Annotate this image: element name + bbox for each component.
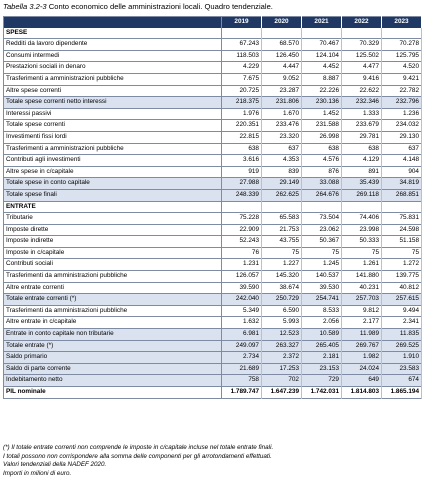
value-cell: 839 [262,166,302,178]
value-cell: 674 [382,375,422,387]
value-cell: 6.981 [222,329,262,341]
value-cell: 23.998 [342,224,382,236]
value-cell: 75.831 [382,213,422,225]
value-cell: 231.806 [262,97,302,109]
value-cell [342,28,382,39]
value-cell: 34.819 [382,178,422,190]
value-cell: 75 [302,247,342,259]
value-cell: 68.570 [262,39,302,51]
value-cell: 9.416 [342,73,382,85]
value-cell: 269.767 [342,340,382,352]
value-cell: 232.346 [342,97,382,109]
row-label: SPESE [4,28,222,39]
value-cell: 22.622 [342,85,382,97]
value-cell: 39.590 [222,282,262,294]
year-header: 2022 [342,17,382,28]
value-cell: 22.909 [222,224,262,236]
row-label: Imposte dirette [4,224,222,236]
value-cell: 51.158 [382,236,422,248]
value-cell [262,28,302,39]
value-cell: 125.795 [382,50,422,62]
value-cell: 8.887 [302,73,342,85]
value-cell: 4.229 [222,62,262,74]
value-cell [302,28,342,39]
value-cell: 11.989 [342,329,382,341]
row-label: Interessi passivi [4,108,222,120]
value-cell: 242.040 [222,294,262,306]
row-label: Totale entrate correnti (*) [4,294,222,306]
value-cell: 1.814.803 [342,387,382,399]
value-cell [382,201,422,213]
value-cell: 9.052 [262,73,302,85]
table-row [4,143,422,155]
table-row [4,166,422,178]
row-label: Indebitamento netto [4,375,222,387]
value-cell: 4.576 [302,155,342,167]
table-row [4,363,422,375]
row-label: Totale spese finali [4,189,222,201]
value-cell: 24.024 [342,363,382,375]
year-header: 2023 [382,17,422,28]
value-cell: 43.755 [262,236,302,248]
row-label: Saldo di parte corrente [4,363,222,375]
value-cell: 269.118 [342,189,382,201]
value-cell: 919 [222,166,262,178]
value-cell: 29.149 [262,178,302,190]
value-cell: 268.851 [382,189,422,201]
value-cell: 2.177 [342,317,382,329]
value-cell: 8.533 [302,305,342,317]
value-cell: 638 [342,143,382,155]
value-cell [342,201,382,213]
value-cell: 70.329 [342,39,382,51]
value-cell: 876 [302,166,342,178]
note-line: I totali possono non corrispondere alla somma delle componenti per gli arrotondamenti effettuati. [3,452,272,460]
table-row [4,236,422,248]
year-header: 2019 [222,17,262,28]
value-cell [302,201,342,213]
value-cell: 265.405 [302,340,342,352]
value-cell: 2.056 [302,317,342,329]
value-cell: 4.148 [382,155,422,167]
table-row [4,329,422,341]
value-cell: 29.130 [382,131,422,143]
value-cell: 220.351 [222,120,262,132]
value-cell: 649 [342,375,382,387]
year-header: 2021 [302,17,342,28]
value-cell: 75 [262,247,302,259]
value-cell: 27.988 [222,178,262,190]
row-label: Prestazioni sociali in denaro [4,62,222,74]
header-row [4,17,422,28]
table-row [4,387,422,399]
value-cell: 40.812 [382,282,422,294]
value-cell: 254.741 [302,294,342,306]
value-cell: 9.812 [342,305,382,317]
value-cell: 1.227 [262,259,302,271]
value-cell: 23.287 [262,85,302,97]
row-label: Tributarie [4,213,222,225]
note-line: (*) Il totale entrate correnti non comprende le imposte in c/capitale incluse nel totale entrate finali. [3,444,274,451]
value-cell: 1.231 [222,259,262,271]
value-cell: 3.616 [222,155,262,167]
table-row [4,294,422,306]
value-cell: 2.341 [382,317,422,329]
value-cell: 250.729 [262,294,302,306]
value-cell: 891 [342,166,382,178]
row-label: Imposte in c/capitale [4,247,222,259]
table-row [4,317,422,329]
table-row [4,375,422,387]
value-cell: 141.880 [342,271,382,283]
row-label: Trasferimenti da amministrazioni pubbliche [4,305,222,317]
value-cell: 6.590 [262,305,302,317]
value-cell: 2.372 [262,352,302,364]
row-label: PIL nominale [4,387,222,399]
value-cell [222,201,262,213]
value-cell: 10.589 [302,329,342,341]
value-cell: 702 [262,375,302,387]
value-cell: 50.367 [302,236,342,248]
table-row [4,213,422,225]
value-cell [382,28,422,39]
value-cell: 1.670 [262,108,302,120]
value-cell: 638 [222,143,262,155]
value-cell: 1.236 [382,108,422,120]
value-cell: 904 [382,166,422,178]
table-row [4,247,422,259]
table-row [4,178,422,190]
note-line: Valori tendenziali della NADEF 2020. [3,461,107,469]
value-cell: 39.530 [302,282,342,294]
table-title: Conto economico delle amministrazioni locali. Quadro tendenziale. [48,2,273,11]
value-cell: 9.494 [382,305,422,317]
value-cell: 1.789.747 [222,387,262,399]
value-cell: 1.261 [342,259,382,271]
value-cell: 22.815 [222,131,262,143]
value-cell: 729 [302,375,342,387]
value-cell: 1.647.239 [262,387,302,399]
value-cell: 40.231 [342,282,382,294]
value-cell: 4.129 [342,155,382,167]
row-label: Trasferimenti a amministrazioni pubbliche [4,73,222,85]
table-row [4,39,422,51]
row-label: Totale entrate (*) [4,340,222,352]
value-cell: 17.253 [262,363,302,375]
value-cell: 230.136 [302,97,342,109]
value-cell: 29.781 [342,131,382,143]
row-label: Saldo primario [4,352,222,364]
table-row [4,259,422,271]
row-label: Entrate in conto capitale non tributarie [4,329,222,341]
value-cell: 126.450 [262,50,302,62]
value-cell: 22.226 [302,85,342,97]
value-cell: 1.632 [222,317,262,329]
value-cell: 67.243 [222,39,262,51]
value-cell: 4.477 [342,62,382,74]
table-row [4,340,422,352]
value-cell: 2.181 [302,352,342,364]
table-row [4,305,422,317]
table-row [4,97,422,109]
row-label: Totale spese in conto capitale [4,178,222,190]
value-cell: 232.796 [382,97,422,109]
value-cell: 1.865.194 [382,387,422,399]
value-cell: 233.679 [342,120,382,132]
table-row [4,155,422,167]
value-cell: 24.598 [382,224,422,236]
table-row [4,282,422,294]
value-cell: 33.088 [302,178,342,190]
value-cell: 125.502 [342,50,382,62]
row-label: Contributi agli investimenti [4,155,222,167]
value-cell: 23.062 [302,224,342,236]
value-cell: 11.835 [382,329,422,341]
value-cell: 145.320 [262,271,302,283]
value-cell [262,201,302,213]
table-caption [3,2,273,11]
row-label: Trasferimenti da amministrazioni pubbliche [4,271,222,283]
table-row [4,189,422,201]
table-row [4,271,422,283]
value-cell: 73.504 [302,213,342,225]
value-cell: 1.976 [222,108,262,120]
row-label: ENTRATE [4,201,222,213]
value-cell: 637 [382,143,422,155]
value-cell [222,28,262,39]
row-label: Consumi intermedi [4,50,222,62]
value-cell: 7.675 [222,73,262,85]
value-cell: 65.583 [262,213,302,225]
value-cell: 12.523 [262,329,302,341]
row-label: Imposte indirette [4,236,222,248]
value-cell: 139.775 [382,271,422,283]
value-cell: 75 [382,247,422,259]
value-cell: 74.406 [342,213,382,225]
table-row [4,352,422,364]
value-cell: 26.998 [302,131,342,143]
value-cell: 234.032 [382,120,422,132]
value-cell: 5.349 [222,305,262,317]
value-cell: 233.476 [262,120,302,132]
value-cell: 23.153 [302,363,342,375]
value-cell: 1.245 [302,259,342,271]
row-label: Trasferimenti a amministrazioni pubbliche [4,143,222,155]
header-label-cell [4,17,222,28]
value-cell: 70.467 [302,39,342,51]
value-cell: 140.537 [302,271,342,283]
table-number: Tabella 3.2-3 [3,2,47,11]
value-cell: 4.520 [382,62,422,74]
value-cell: 21.689 [222,363,262,375]
section-header-row [4,201,422,213]
value-cell: 262.625 [262,189,302,201]
value-cell: 249.097 [222,340,262,352]
row-label: Redditi da lavoro dipendente [4,39,222,51]
value-cell: 264.676 [302,189,342,201]
value-cell: 124.104 [302,50,342,62]
value-cell: 21.753 [262,224,302,236]
value-cell: 1.982 [342,352,382,364]
table-row [4,224,422,236]
year-header: 2020 [262,17,302,28]
value-cell: 638 [302,143,342,155]
row-label: Altre spese correnti [4,85,222,97]
value-cell: 637 [262,143,302,155]
value-cell: 50.333 [342,236,382,248]
value-cell: 1.742.031 [302,387,342,399]
value-cell: 75 [342,247,382,259]
row-label: Altre entrate correnti [4,282,222,294]
value-cell: 1.452 [302,108,342,120]
value-cell: 23.320 [262,131,302,143]
row-label: Altre spese in c/capitale [4,166,222,178]
table-row [4,62,422,74]
value-cell: 218.375 [222,97,262,109]
value-cell: 4.447 [262,62,302,74]
value-cell: 70.278 [382,39,422,51]
table-notes [3,444,273,478]
value-cell: 758 [222,375,262,387]
value-cell: 1.272 [382,259,422,271]
value-cell: 1.333 [342,108,382,120]
economic-account-table [3,16,422,399]
value-cell: 263.327 [262,340,302,352]
value-cell: 23.583 [382,363,422,375]
value-cell: 75.228 [222,213,262,225]
value-cell: 269.525 [382,340,422,352]
value-cell: 5.993 [262,317,302,329]
value-cell: 126.057 [222,271,262,283]
value-cell: 35.439 [342,178,382,190]
row-label: Totale spese correnti [4,120,222,132]
row-label: Contributi sociali [4,259,222,271]
value-cell: 257.615 [382,294,422,306]
note-line: Importi in milioni di euro. [3,469,72,477]
row-label: Altre entrate in c/capitale [4,317,222,329]
value-cell: 76 [222,247,262,259]
value-cell: 4.353 [262,155,302,167]
value-cell: 248.339 [222,189,262,201]
value-cell: 38.674 [262,282,302,294]
table-row [4,50,422,62]
section-header-row [4,28,422,39]
value-cell: 1.910 [382,352,422,364]
value-cell: 231.588 [302,120,342,132]
table-row [4,73,422,85]
row-label: Totale spese correnti netto interessi [4,97,222,109]
value-cell: 2.734 [222,352,262,364]
table-row [4,85,422,97]
value-cell: 22.782 [382,85,422,97]
table-row [4,120,422,132]
table-row [4,108,422,120]
value-cell: 20.725 [222,85,262,97]
row-label: Investimenti fissi lordi [4,131,222,143]
value-cell: 4.452 [302,62,342,74]
value-cell: 257.703 [342,294,382,306]
value-cell: 52.243 [222,236,262,248]
value-cell: 118.503 [222,50,262,62]
table-row [4,131,422,143]
value-cell: 9.421 [382,73,422,85]
